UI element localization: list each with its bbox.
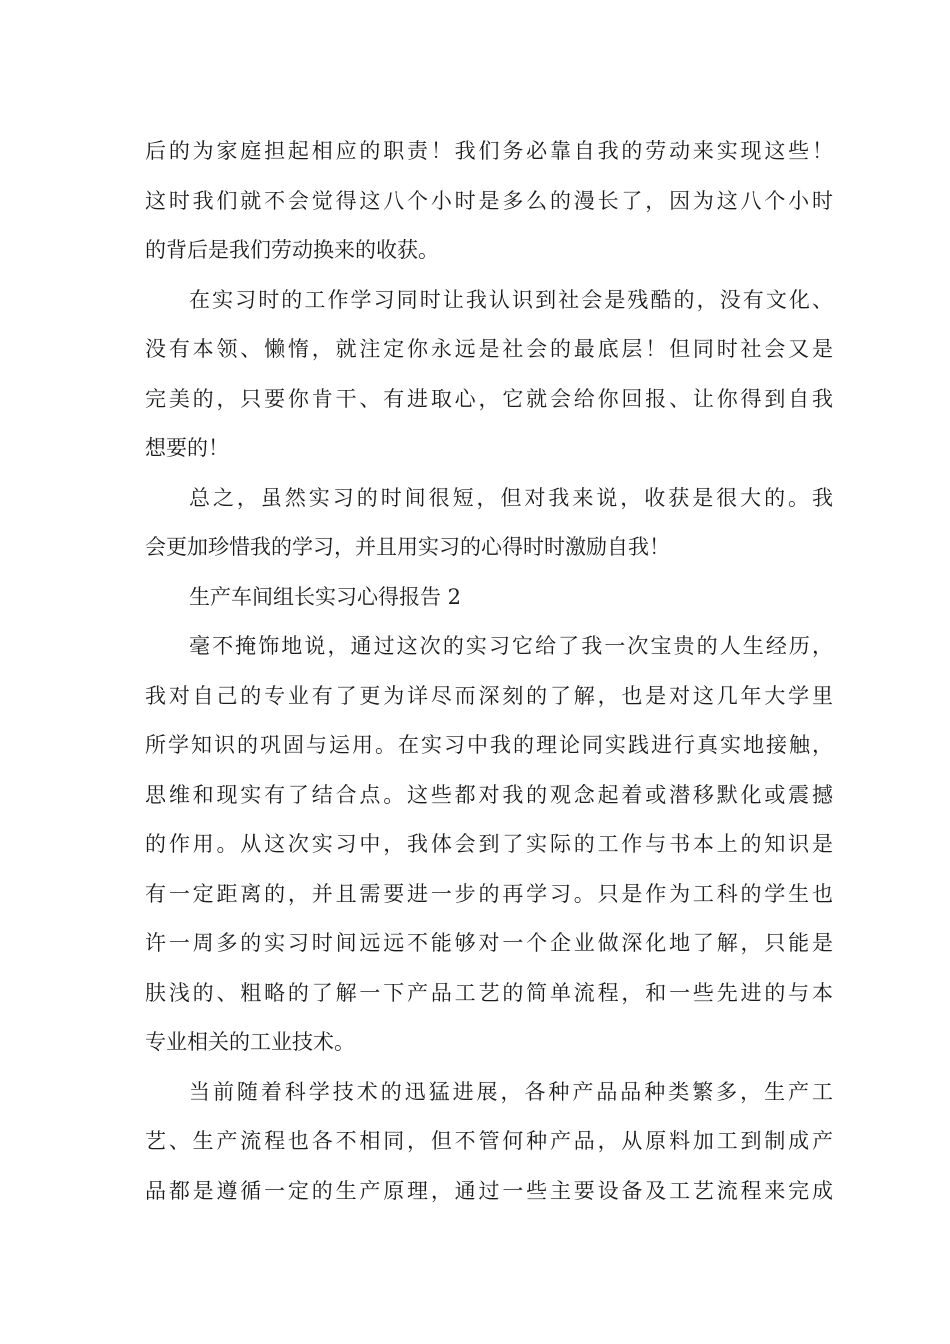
text-line: 有一定距离的，并且需要进一步的再学习。只是作为工科的学生也 [145, 881, 833, 906]
text-line: 总之，虽然实习的时间很短，但对我来说，收获是很大的。我 [189, 485, 833, 510]
text-line: 的作用。从这次实习中，我体会到了实际的工作与书本上的知识是 [145, 832, 833, 856]
document-body [145, 127, 833, 1216]
text-line: 专业相关的工业技术。 [145, 1030, 355, 1054]
text-line: 的背后是我们劳动换来的收获。 [145, 238, 439, 262]
text-line: 肤浅的、粗略的了解一下产品工艺的简单流程，和一些先进的与本 [145, 980, 833, 1005]
text-line: 许一周多的实习时间远远不能够对一个企业做深化地了解，只能是 [145, 931, 833, 955]
text-line: 当前随着科学技术的迅猛进展，各种产品品种类繁多，生产工 [189, 1079, 833, 1104]
text-line: 所学知识的巩固与运用。在实习中我的理论同实践进行真实地接触， [145, 733, 833, 757]
text-line: 这时我们就不会觉得这八个小时是多么的漫长了，因为这八个小时 [145, 188, 833, 213]
text-line: 艺、生产流程也各不相同，但不管何种产品，从原料加工到制成产 [145, 1129, 833, 1153]
text-line: 后的为家庭担起相应的职责！我们务必靠自我的劳动来实现这些！ [145, 139, 833, 163]
text-line: 想要的！ [145, 436, 229, 460]
text-line: 思维和现实有了结合点。这些都对我的观念起着或潜移默化或震撼 [145, 782, 833, 807]
text-line: 我对自己的专业有了更为详尽而深刻的了解，也是对这几年大学里 [145, 683, 833, 708]
text-line: 在实习时的工作学习同时让我认识到社会是残酷的，没有文化、 [189, 287, 833, 312]
text-line: 没有本领、懒惰，就注定你永远是社会的最底层！但同时社会又是 [145, 337, 833, 361]
text-line: 毫不掩饰地说，通过这次的实习它给了我一次宝贵的人生经历， [189, 634, 833, 658]
text-line: 完美的，只要你肯干、有进取心，它就会给你回报、让你得到自我 [145, 386, 833, 411]
section-heading: 生产车间组长实习心得报告 2 [189, 584, 462, 609]
text-line: 会更加珍惜我的学习，并且用实习的心得时时激励自我！ [145, 535, 670, 559]
text-line: 品都是遵循一定的生产原理，通过一些主要设备及工艺流程来完成 [145, 1178, 833, 1203]
